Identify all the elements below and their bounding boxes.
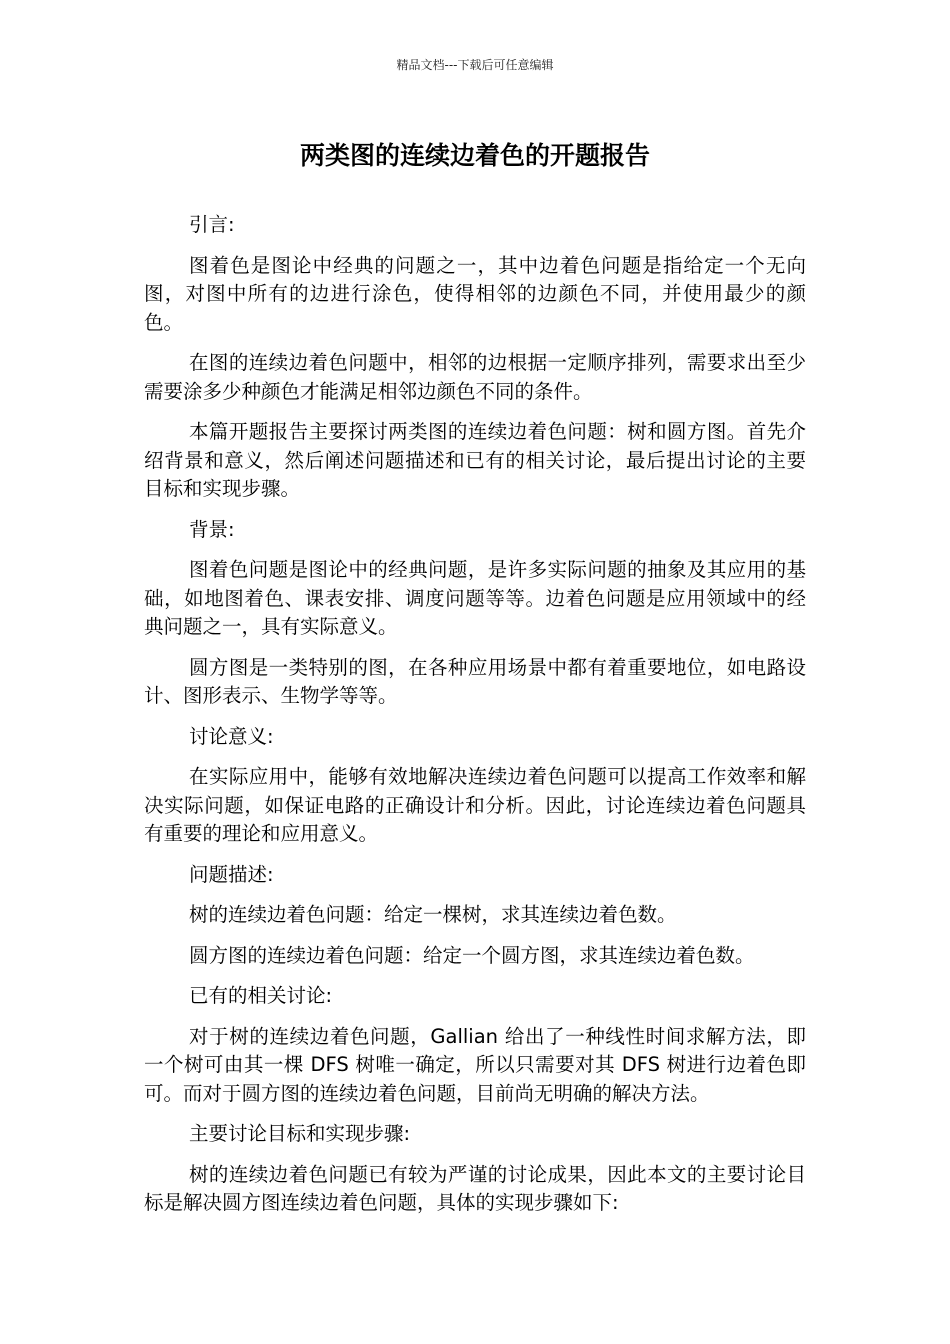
paragraph: 引言: [189,213,235,236]
paragraph: 在实际应用中，能够有效地解决连续边着色问题可以提高工作效率和解决实际问题，如保证电路的正确设计和分析。因此，讨论连续边着色问题具有重要的理论和应用意义。 [144,765,806,845]
paragraph: 对于树的连续边着色问题，Gallian 给出了一种线性时间求解方法，即一个树可由其一棵 DFS 树唯一确定，所以只需要对其 DFS 树进行边着色即可。而对于圆方图的连续边着色问题，目前尚无明确的解决方法。 [144,1024,806,1105]
paragraph: 本篇开题报告主要探讨两类图的连续边着色问题：树和圆方图。首先介绍背景和意义，然后阐述问题描述和已有的相关讨论，最后提出讨论的主要目标和实现步骤。 [144,420,806,500]
paragraph: 圆方图是一类特别的图，在各种应用场景中都有着重要地位，如电路设计、图形表示、生物学等等。 [144,655,806,707]
paragraph: 圆方图的连续边着色问题：给定一个圆方图，求其连续边着色数。 [189,943,755,967]
document-body [144,211,806,1230]
paragraph: 讨论意义: [189,724,274,748]
paragraph: 图着色是图论中经典的问题之一，其中边着色问题是指给定一个无向图，对图中所有的边进行涂色，使得相邻的边颜色不同，并使用最少的颜色。 [144,253,806,334]
document-title: 两类图的连续边着色的开题报告 [299,141,650,170]
header-note: 精品文档---下载后可任意编辑 [396,58,554,72]
paragraph: 问题描述: [189,862,274,886]
paragraph: 在图的连续边着色问题中，相邻的边根据一定顺序排列，需要求出至少需要涂多少种颜色才能满足相邻边颜色不同的条件。 [144,351,806,403]
paragraph: 树的连续边着色问题：给定一棵树，求其连续边着色数。 [189,903,677,926]
paragraph: 背景: [189,517,235,541]
paragraph: 图着色问题是图论中的经典问题，是许多实际问题的抽象及其应用的基础，如地图着色、课表安排、调度问题等等。边着色问题是应用领域中的经典问题之一，具有实际意义。 [144,558,806,638]
paragraph: 主要讨论目标和实现步骤: [189,1122,411,1145]
paragraph: 已有的相关讨论: [189,984,333,1007]
paragraph: 树的连续边着色问题已有较为严谨的讨论成果，因此本文的主要讨论目标是解决圆方图连续边着色问题，具体的实现步骤如下: [144,1162,806,1214]
